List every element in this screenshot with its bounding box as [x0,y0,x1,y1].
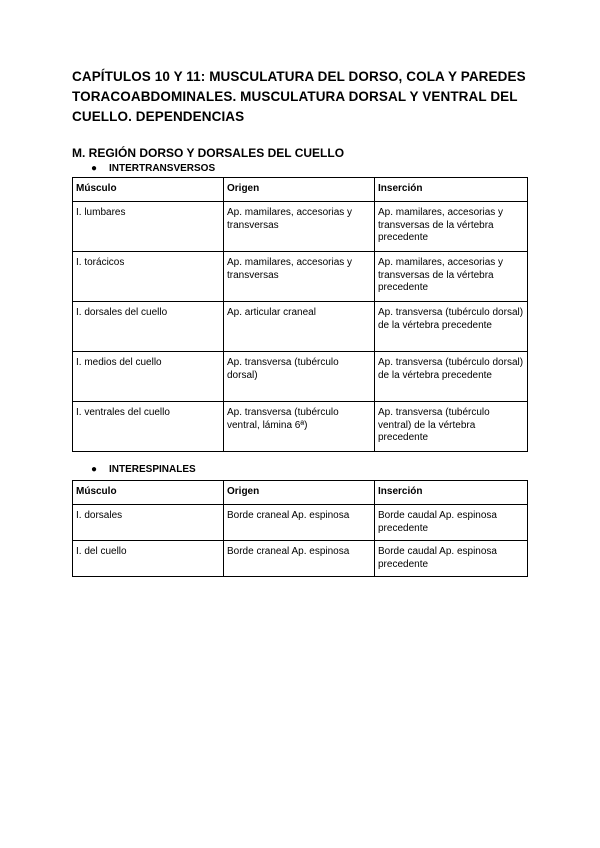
header-origen: Origen [224,481,375,505]
cell-insercion: Ap. mamilares, accesorias y transversas de la vértebra precedente [375,252,528,302]
cell-musculo: I. dorsales del cuello [73,302,224,352]
header-musculo: Músculo [73,481,224,505]
intertransversos-table [72,177,528,452]
cell-musculo: I. medios del cuello [73,352,224,402]
section-heading: M. REGIÓN DORSO Y DORSALES DEL CUELLO [72,146,345,160]
table-row [73,402,528,452]
cell-origen: Ap. articular craneal [224,302,375,352]
cell-musculo: I. dorsales [73,505,224,541]
cell-insercion: Borde caudal Ap. espinosa precedente [375,541,528,577]
bullet-dot-icon: ● [91,464,98,475]
table-row [73,505,528,541]
header-insercion: Inserción [375,481,528,505]
cell-insercion: Ap. mamilares, accesorias y transversas de la vértebra precedente [375,202,528,252]
table-row [73,252,528,302]
table-header-row [73,178,528,202]
bullet-label: INTERTRANSVERSOS [109,163,216,174]
cell-insercion: Borde caudal Ap. espinosa precedente [375,505,528,541]
cell-origen: Ap. mamilares, accesorias y transversas [224,202,375,252]
cell-insercion: Ap. transversa (tubérculo ventral) de la vértebra precedente [375,402,528,452]
table-row [73,202,528,252]
header-musculo: Músculo [73,178,224,202]
cell-musculo: I. torácicos [73,252,224,302]
header-origen: Origen [224,178,375,202]
bullet-intertransversos [91,162,215,175]
cell-musculo: I. ventrales del cuello [73,402,224,452]
cell-origen: Ap. mamilares, accesorias y transversas [224,252,375,302]
cell-origen: Borde craneal Ap. espinosa [224,541,375,577]
table-row [73,541,528,577]
cell-musculo: I. lumbares [73,202,224,252]
bullet-dot-icon: ● [91,163,98,174]
page-title: CAPÍTULOS 10 Y 11: MUSCULATURA DEL DORSO, COLA Y PAREDES TORACOABDOMINALES. MUSCULATURA DORSAL Y VENTRAL DEL CUELLO. DEPENDENCIAS [72,69,526,124]
table-row [73,302,528,352]
cell-insercion: Ap. transversa (tubérculo dorsal) de la vértebra precedente [375,352,528,402]
cell-origen: Ap. transversa (tubérculo dorsal) [224,352,375,402]
header-insercion: Inserción [375,178,528,202]
cell-origen: Ap. transversa (tubérculo ventral, lámina 6ª) [224,402,375,452]
cell-origen: Borde craneal Ap. espinosa [224,505,375,541]
cell-musculo: I. del cuello [73,541,224,577]
bullet-interespinales [91,463,196,476]
cell-insercion: Ap. transversa (tubérculo dorsal) de la vértebra precedente [375,302,528,352]
table-header-row [73,481,528,505]
interespinales-table [72,480,528,577]
bullet-label: INTERESPINALES [109,464,196,475]
table-row [73,352,528,402]
